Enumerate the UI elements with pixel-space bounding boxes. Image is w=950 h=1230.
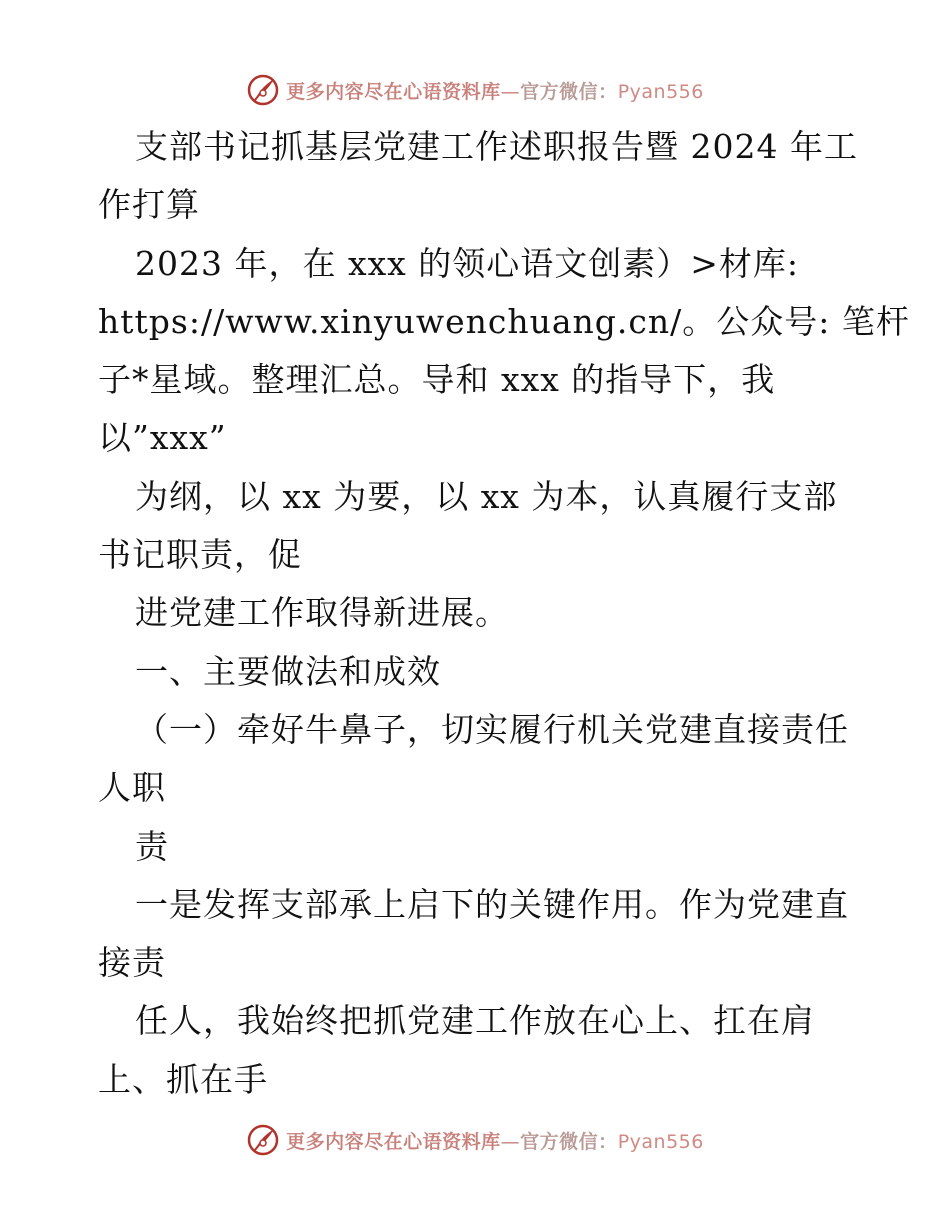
- header-watermark: [0, 70, 950, 110]
- text-line: 进党建工作取得新进展。: [135, 593, 509, 633]
- watermark-text: [286, 1127, 704, 1154]
- text-line: 上、抓在手: [98, 1059, 268, 1099]
- watermark-alt: 官方微信：: [520, 1130, 618, 1153]
- watermark-id: Pyan556: [617, 80, 704, 103]
- text-line: 任人，我始终把抓党建工作放在心上、扛在肩: [135, 1001, 815, 1041]
- text-line: 作打算: [98, 185, 200, 225]
- text-line: 以”xxx”: [98, 418, 227, 458]
- watermark-main: 更多内容尽在心语资料库: [286, 1130, 501, 1153]
- text-line: 人职: [98, 768, 166, 808]
- text-line: 子*星域。整理汇总。导和 xxx 的指导下，我: [98, 360, 776, 400]
- text-line: 责: [135, 826, 169, 866]
- quill-logo-icon: [246, 1123, 280, 1157]
- watermark-alt: 官方微信：: [520, 80, 618, 103]
- text-line: 支部书记抓基层党建工作述职报告暨 2024 年工: [135, 127, 858, 166]
- watermark-separator: —: [500, 80, 521, 103]
- quill-logo-icon: [246, 73, 280, 107]
- watermark-main: 更多内容尽在心语资料库: [286, 80, 501, 103]
- watermark-text: [286, 77, 704, 104]
- text-line: 为纲，以 xx 为要，以 xx 为本，认真履行支部: [135, 476, 838, 516]
- text-line: 书记职责，促: [98, 535, 302, 575]
- watermark-id: Pyan556: [617, 1130, 704, 1153]
- text-line: （一）牵好牛鼻子，切实履行机关党建直接责任: [135, 709, 849, 749]
- text-line: https://www.xinyuwenchuang.cn/。公众号: 笔杆: [98, 301, 910, 341]
- watermark-separator: —: [500, 1130, 521, 1153]
- text-line: 一是发挥支部承上启下的关键作用。作为党建直: [135, 884, 849, 924]
- footer-watermark: [0, 1120, 950, 1160]
- text-line: 一、主要做法和成效: [135, 651, 441, 691]
- document-body: [98, 118, 910, 1109]
- text-line: 2023 年，在 xxx 的领心语文创素）>材库:: [135, 243, 800, 283]
- text-line: 接责: [98, 943, 166, 983]
